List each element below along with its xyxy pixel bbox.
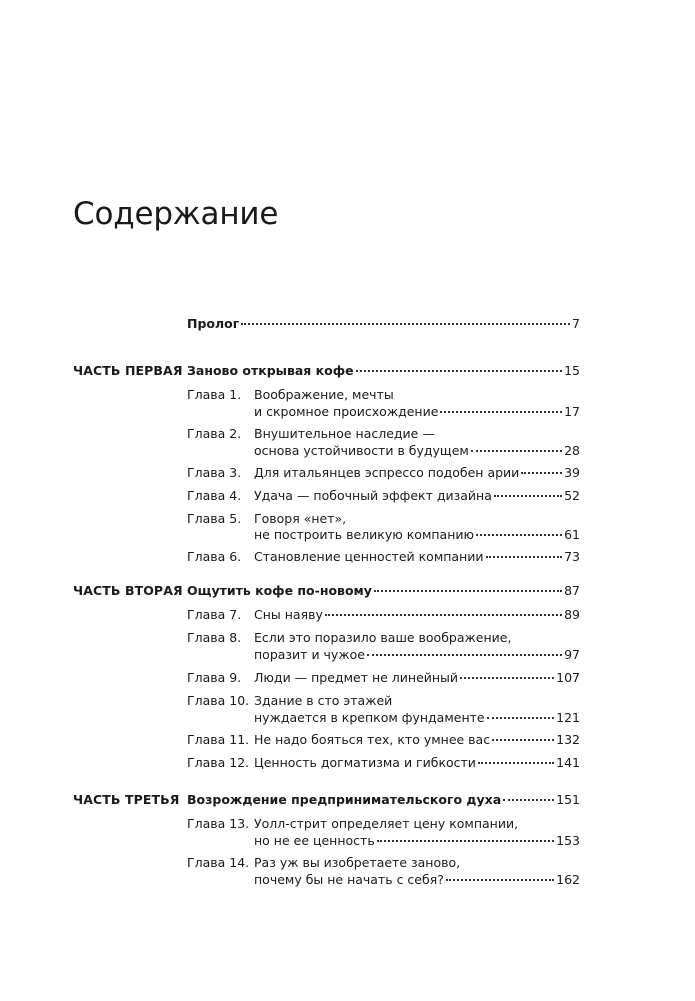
part-label: ЧАСТЬ ТРЕТЬЯ	[73, 792, 180, 807]
chapter-page: 61	[564, 527, 580, 542]
part-title: Ощутить кофе по-новому	[187, 583, 372, 598]
chapter-page: 89	[564, 607, 580, 622]
prologue-page: 7	[572, 316, 580, 331]
part-page: 15	[564, 363, 580, 378]
dot-leader	[374, 590, 562, 592]
chapter-title-line1: Раз уж вы изобретаете заново,	[254, 855, 461, 870]
dot-leader	[521, 472, 562, 474]
chapter-label: Глава 12.	[187, 755, 250, 770]
chapter-title: нуждается в крепком фундаменте	[254, 710, 485, 725]
chapter-page: 132	[556, 732, 580, 747]
dot-leader	[471, 450, 562, 452]
chapter-label: Глава 4.	[187, 488, 242, 503]
chapter-title: Становление ценностей компании	[254, 549, 484, 564]
chapter-label: Глава 5.	[187, 511, 242, 526]
chapter-label: Глава 8.	[187, 630, 242, 645]
chapter-label: Глава 13.	[187, 816, 250, 831]
chapter-label: Глава 11.	[187, 732, 250, 747]
dot-leader	[440, 411, 562, 413]
dot-leader	[478, 762, 554, 764]
dot-leader	[487, 717, 555, 719]
dot-leader	[241, 323, 570, 325]
dot-leader	[460, 677, 554, 679]
chapter-title-line1: Если это поразило ваше воображение,	[254, 630, 512, 645]
chapter-page: 162	[556, 872, 580, 887]
dot-leader	[367, 654, 562, 656]
prologue-title: Пролог	[187, 316, 240, 331]
chapter-label: Глава 1.	[187, 387, 242, 402]
chapter-title-line1: Воображение, мечты	[254, 387, 394, 402]
chapter-label: Глава 2.	[187, 426, 242, 441]
chapter-title: почему бы не начать с себя?	[254, 872, 444, 887]
chapter-title: основа устойчивости в будущем	[254, 443, 469, 458]
dot-leader	[356, 370, 562, 372]
chapter-title: Ценность догматизма и гибкости	[254, 755, 476, 770]
dot-leader	[503, 799, 554, 801]
chapter-title: Удача — побочный эффект дизайна	[254, 488, 492, 503]
page-title: Содержание	[73, 196, 279, 232]
chapter-page: 141	[556, 755, 580, 770]
part-page: 151	[556, 792, 580, 807]
chapter-title-line1: Здание в сто этажей	[254, 693, 393, 708]
chapter-page: 52	[564, 488, 580, 503]
part-page: 87	[564, 583, 580, 598]
chapter-title: Сны наяву	[254, 607, 323, 622]
chapter-title: Для итальянцев эспрессо подобен арии	[254, 465, 520, 480]
chapter-label: Глава 10.	[187, 693, 250, 708]
chapter-label: Глава 9.	[187, 670, 242, 685]
chapter-page: 153	[556, 833, 580, 848]
part-title: Возрождение предпринимательского духа	[187, 792, 502, 807]
chapter-title: но не ее ценность	[254, 833, 375, 848]
dot-leader	[325, 614, 562, 616]
chapter-title: не построить великую компанию	[254, 527, 475, 542]
chapter-page: 39	[564, 465, 580, 480]
chapter-label: Глава 6.	[187, 549, 242, 564]
chapter-page: 73	[564, 549, 580, 564]
dot-leader	[377, 840, 554, 842]
chapter-title: и скромное происхождение	[254, 404, 439, 419]
dot-leader	[446, 879, 554, 881]
chapter-title-line1: Уолл-стрит определяет цену компании,	[254, 816, 519, 831]
dot-leader	[476, 534, 562, 536]
chapter-title-line1: Внушительное наследие —	[254, 426, 435, 441]
dot-leader	[486, 556, 563, 558]
chapter-title-line1: Говоря «нет»,	[254, 511, 347, 526]
dot-leader	[494, 495, 562, 497]
part-title: Заново открывая кофе	[187, 363, 354, 378]
chapter-page: 17	[564, 404, 580, 419]
chapter-label: Глава 3.	[187, 465, 242, 480]
chapter-title: Люди — предмет не линейный	[254, 670, 459, 685]
chapter-page: 107	[556, 670, 580, 685]
chapter-title: поразит и чужое	[254, 647, 365, 662]
chapter-page: 97	[564, 647, 580, 662]
part-label: ЧАСТЬ ПЕРВАЯ	[73, 363, 183, 378]
dot-leader	[492, 739, 554, 741]
chapter-page: 28	[564, 443, 580, 458]
chapter-title: Не надо бояться тех, кто умнее вас	[254, 732, 491, 747]
chapter-label: Глава 7.	[187, 607, 242, 622]
chapter-label: Глава 14.	[187, 855, 250, 870]
part-label: ЧАСТЬ ВТОРАЯ	[73, 583, 183, 598]
chapter-page: 121	[556, 710, 580, 725]
